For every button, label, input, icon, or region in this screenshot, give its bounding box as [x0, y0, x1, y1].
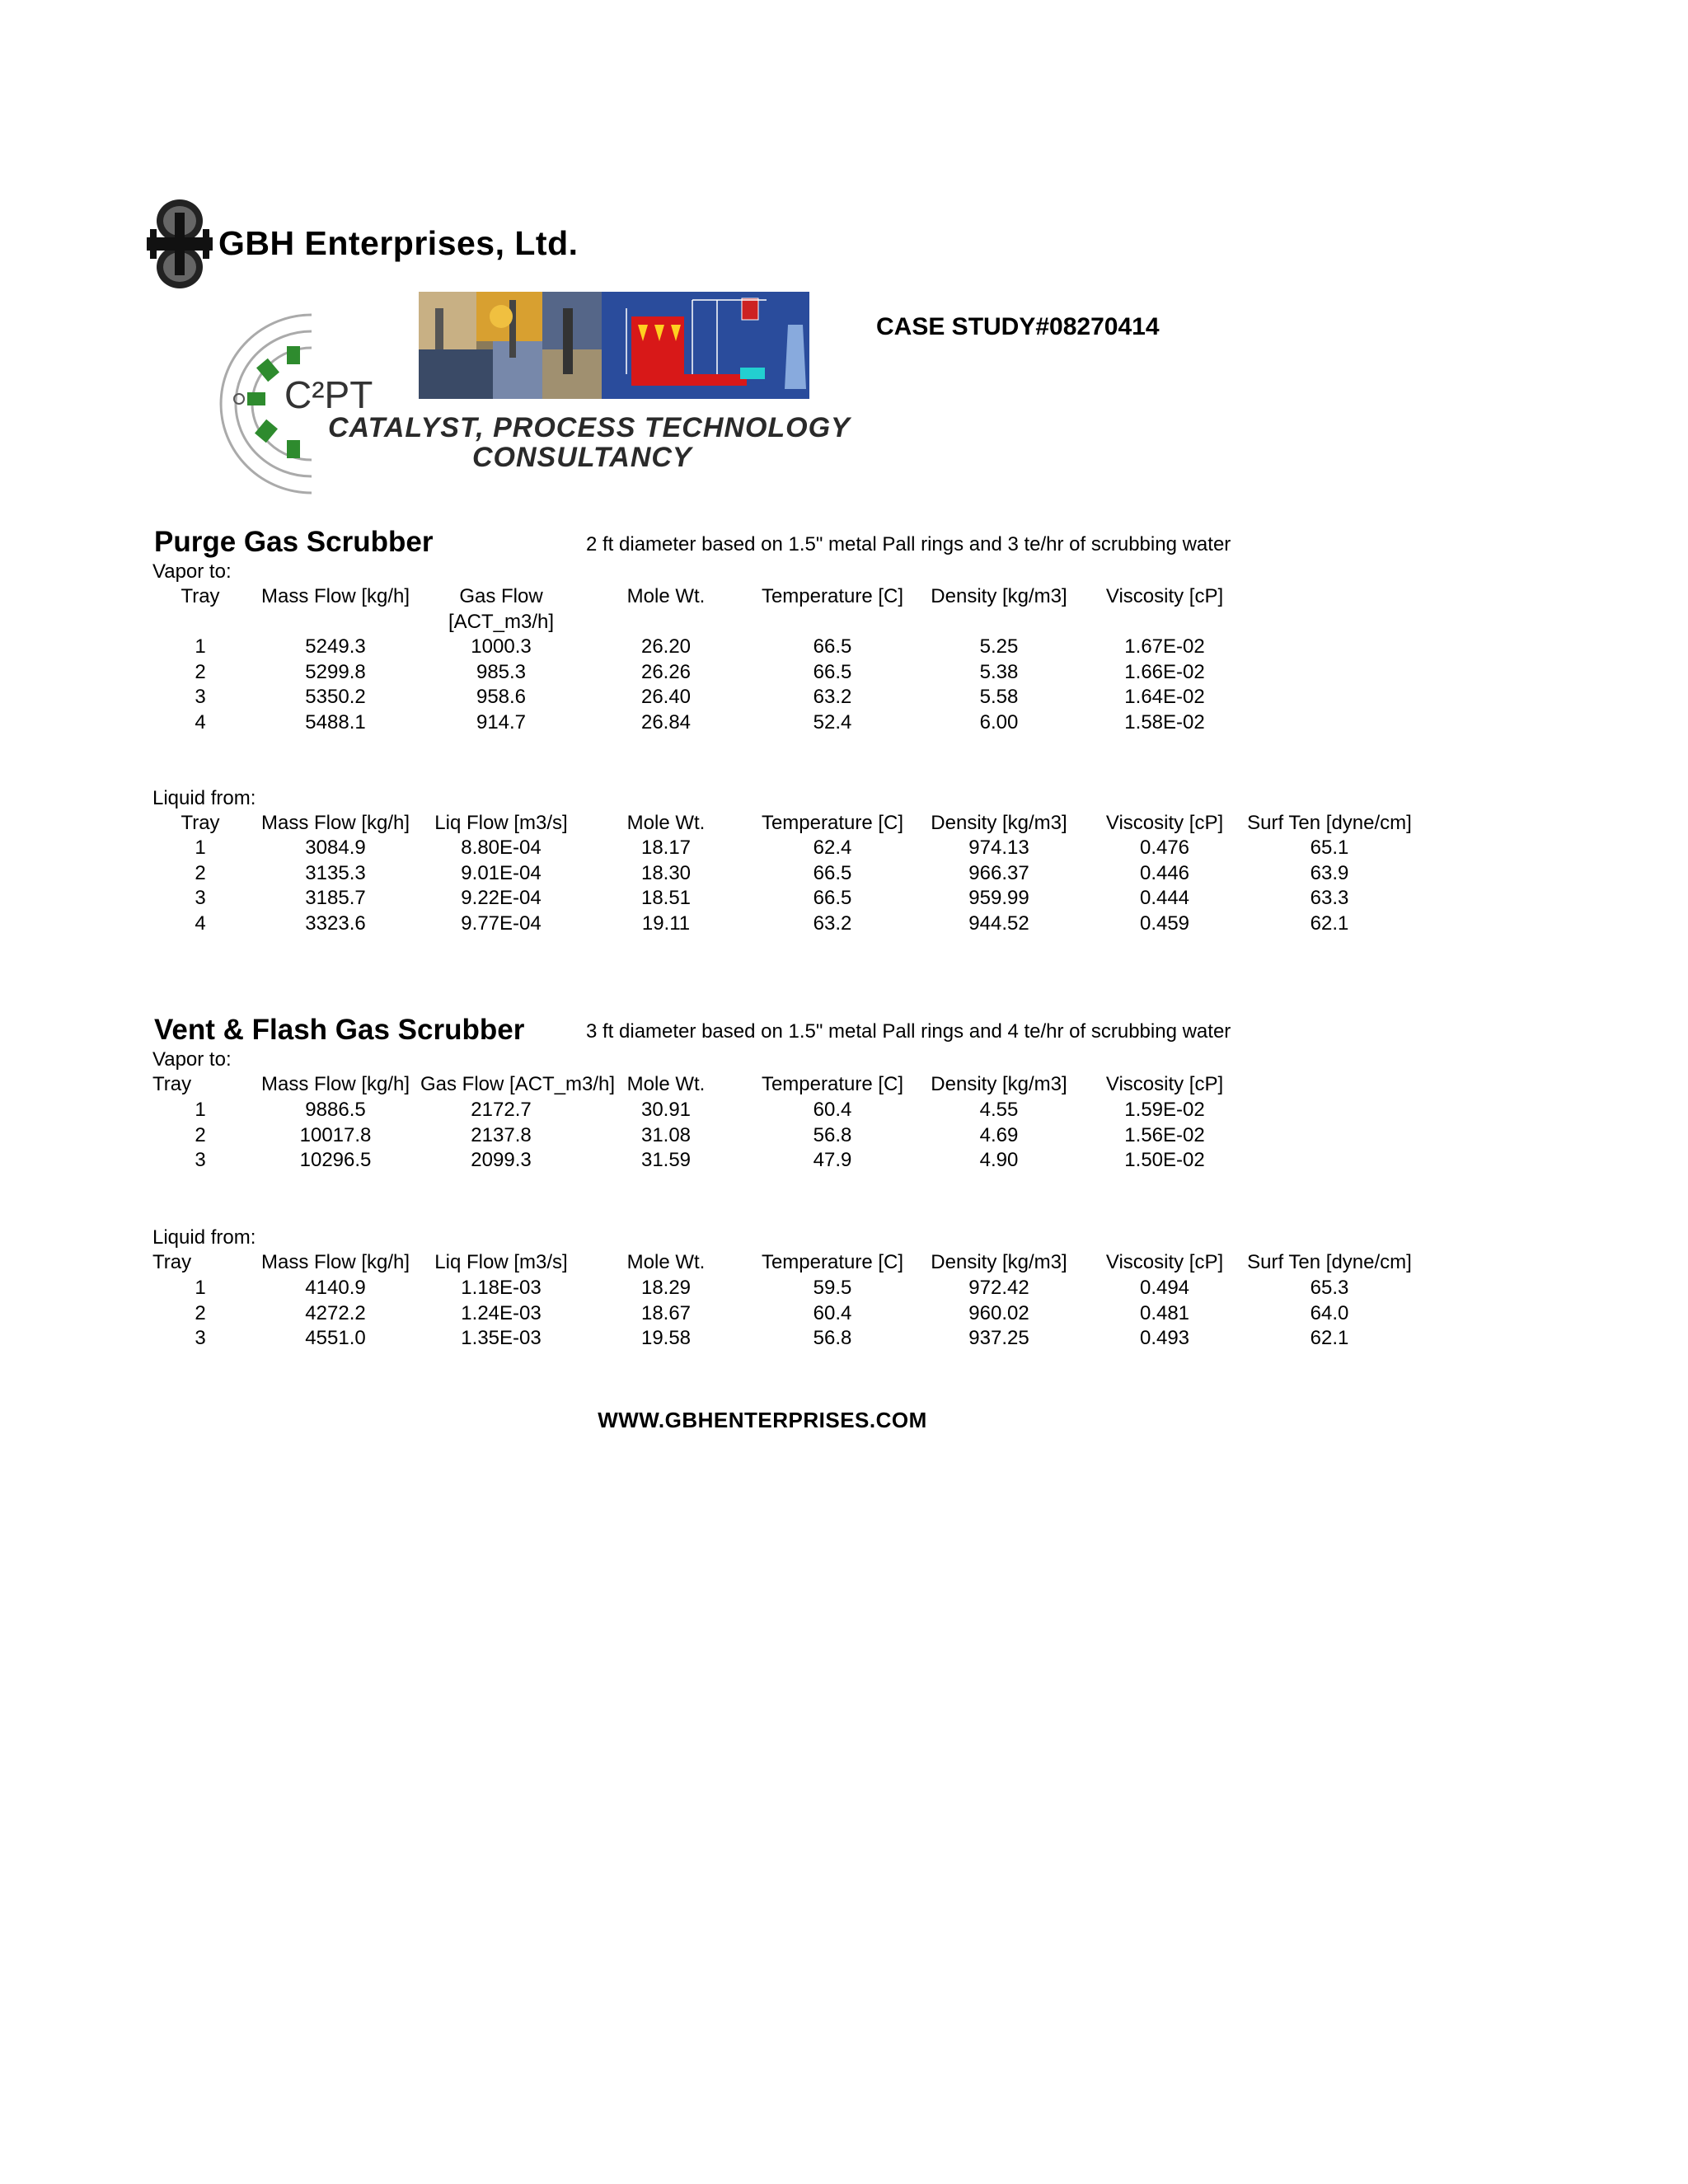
- refinery-collage-image: [419, 292, 602, 399]
- table-cell: 1000.3: [471, 635, 532, 658]
- table-cell: 62.4: [813, 837, 852, 859]
- table-cell: 0.446: [1139, 861, 1190, 884]
- column-header: Mass Flow [kg/h]: [260, 1073, 410, 1095]
- table-cell: 63.3: [1310, 887, 1349, 909]
- table-cell: 1.66E-02: [1124, 660, 1205, 683]
- column-header: Mass Flow [kg/h]: [260, 812, 410, 834]
- table-cell: 4.90: [979, 1149, 1019, 1171]
- company-name: GBH Enterprises, Ltd.: [218, 224, 579, 262]
- table-cell: 3084.9: [305, 837, 366, 859]
- table-cell: 1.35E-03: [461, 1327, 542, 1349]
- vent-section-description: 3 ft diameter based on 1.5" metal Pall rings and 4 te/hr of scrubbing water: [586, 1020, 1231, 1043]
- table-cell: 5.38: [979, 660, 1019, 683]
- column-header: Density [kg/m3]: [931, 812, 1067, 834]
- table-cell: 1.24E-03: [461, 1301, 542, 1324]
- table-cell: 0.459: [1139, 912, 1190, 935]
- table-cell: 9886.5: [305, 1099, 366, 1121]
- table-cell: 2137.8: [471, 1123, 532, 1146]
- table-cell: 966.37: [968, 861, 1029, 884]
- table-cell: 4.69: [979, 1123, 1019, 1146]
- process-diagram-image: [602, 292, 809, 399]
- table-cell: 9.01E-04: [461, 861, 542, 884]
- table-cell: 63.9: [1310, 861, 1349, 884]
- table-cell: 66.5: [813, 660, 852, 683]
- table-cell: 60.4: [813, 1099, 852, 1121]
- column-header: Mole Wt.: [626, 585, 706, 607]
- table-cell: 62.1: [1310, 1327, 1349, 1349]
- column-header: Mole Wt.: [626, 1073, 706, 1095]
- table-cell: 3185.7: [305, 887, 366, 909]
- table-cell: 3: [195, 1327, 206, 1349]
- table-cell: 1: [195, 837, 206, 859]
- table-cell: 4: [195, 912, 206, 935]
- column-header: Mass Flow [kg/h]: [260, 1251, 410, 1273]
- table-cell: 26.26: [640, 660, 692, 683]
- table-cell: 65.1: [1310, 837, 1349, 859]
- table-cell: 26.20: [640, 635, 692, 658]
- table-cell: 1.59E-02: [1124, 1099, 1205, 1121]
- column-header: Mole Wt.: [626, 812, 706, 834]
- table-cell: 9.22E-04: [461, 887, 542, 909]
- table-cell: 1.18E-03: [461, 1277, 542, 1299]
- table-cell: 4551.0: [305, 1327, 366, 1349]
- table-cell: 914.7: [476, 710, 527, 733]
- table-cell: 985.3: [476, 660, 527, 683]
- column-header: Viscosity [cP]: [1105, 585, 1224, 607]
- purge-vapor-label: Vapor to:: [152, 560, 232, 583]
- table-cell: 66.5: [813, 887, 852, 909]
- vent-section-title: Vent & Flash Gas Scrubber: [154, 1014, 525, 1046]
- table-cell: 30.91: [640, 1099, 692, 1121]
- column-header: Surf Ten [dyne/cm]: [1247, 1251, 1412, 1273]
- table-cell: 10296.5: [299, 1149, 372, 1171]
- table-cell: 3: [195, 686, 206, 708]
- table-cell: 1: [195, 1277, 206, 1299]
- table-cell: 56.8: [813, 1123, 852, 1146]
- table-cell: 3: [195, 887, 206, 909]
- table-cell: 19.11: [641, 912, 691, 935]
- vent-vapor-label: Vapor to:: [152, 1048, 232, 1071]
- column-header: Viscosity [cP]: [1105, 812, 1224, 834]
- column-header: Liq Flow [m3/s]: [434, 1251, 568, 1273]
- column-header: Mass Flow [kg/h]: [260, 585, 410, 607]
- table-cell: 26.84: [640, 710, 692, 733]
- column-header-line-2: [ACT_m3/h]: [448, 610, 555, 633]
- cpt-logo-text: C²PT: [284, 373, 373, 416]
- table-cell: 26.40: [640, 686, 692, 708]
- table-cell: 18.17: [640, 837, 692, 859]
- table-cell: 944.52: [968, 912, 1029, 935]
- table-cell: 4: [195, 710, 206, 733]
- table-cell: 958.6: [476, 686, 527, 708]
- table-cell: 31.08: [640, 1123, 692, 1146]
- table-cell: 1.67E-02: [1124, 635, 1205, 658]
- table-cell: 0.494: [1139, 1277, 1190, 1299]
- table-cell: 18.29: [640, 1277, 692, 1299]
- table-cell: 2099.3: [471, 1149, 532, 1171]
- table-cell: 47.9: [813, 1149, 852, 1171]
- table-cell: 10017.8: [299, 1123, 372, 1146]
- table-cell: 0.444: [1139, 887, 1190, 909]
- table-cell: 66.5: [813, 861, 852, 884]
- table-cell: 4140.9: [305, 1277, 366, 1299]
- column-header: Liq Flow [m3/s]: [434, 812, 568, 834]
- table-cell: 9.77E-04: [461, 912, 542, 935]
- column-header: Surf Ten [dyne/cm]: [1247, 812, 1412, 834]
- table-cell: 2172.7: [471, 1099, 532, 1121]
- column-header: Temperature [C]: [761, 1073, 904, 1095]
- table-cell: 31.59: [640, 1149, 692, 1171]
- table-cell: 1.50E-02: [1124, 1149, 1205, 1171]
- table-cell: 937.25: [968, 1327, 1029, 1349]
- table-cell: 2: [195, 861, 206, 884]
- column-header: Temperature [C]: [761, 585, 904, 607]
- column-header: Gas Flow [ACT_m3/h]: [420, 1073, 616, 1095]
- table-cell: 62.1: [1310, 912, 1349, 935]
- table-cell: 5299.8: [305, 660, 366, 683]
- table-cell: 65.3: [1310, 1277, 1349, 1299]
- table-cell: 1.64E-02: [1124, 686, 1205, 708]
- table-cell: 63.2: [813, 686, 852, 708]
- table-cell: 1.58E-02: [1124, 710, 1205, 733]
- column-header: Density [kg/m3]: [931, 585, 1067, 607]
- consultancy-line-2: CONSULTANCY: [472, 442, 692, 473]
- table-cell: 2: [195, 1301, 206, 1324]
- table-cell: 66.5: [813, 635, 852, 658]
- table-cell: 18.67: [640, 1301, 692, 1324]
- table-cell: 3: [195, 1149, 206, 1171]
- column-header: Tray: [181, 812, 220, 834]
- table-cell: 4272.2: [305, 1301, 366, 1324]
- table-cell: 52.4: [813, 710, 852, 733]
- table-cell: 63.2: [813, 912, 852, 935]
- table-cell: 64.0: [1310, 1301, 1349, 1324]
- column-header: Temperature [C]: [761, 1251, 904, 1273]
- table-cell: 0.493: [1139, 1327, 1190, 1349]
- table-cell: 2: [195, 660, 206, 683]
- column-header: Tray: [181, 585, 220, 607]
- table-cell: 972.42: [968, 1277, 1029, 1299]
- table-cell: 1: [195, 1099, 206, 1121]
- table-cell: 6.00: [979, 710, 1019, 733]
- table-cell: 1.56E-02: [1124, 1123, 1205, 1146]
- column-header: Tray: [152, 1073, 192, 1095]
- table-cell: 0.476: [1139, 837, 1190, 859]
- table-cell: 959.99: [968, 887, 1029, 909]
- table-cell: 18.30: [640, 861, 692, 884]
- table-cell: 0.481: [1139, 1301, 1190, 1324]
- column-header: Gas Flow: [459, 585, 543, 607]
- table-cell: 3135.3: [305, 861, 366, 884]
- column-header: Mole Wt.: [626, 1251, 706, 1273]
- column-header: Viscosity [cP]: [1105, 1073, 1224, 1095]
- table-cell: 2: [195, 1123, 206, 1146]
- case-study-number: CASE STUDY#08270414: [876, 313, 1160, 340]
- table-cell: 974.13: [968, 837, 1029, 859]
- table-cell: 5.25: [979, 635, 1019, 658]
- table-cell: 56.8: [813, 1327, 852, 1349]
- purge-section-title: Purge Gas Scrubber: [154, 526, 434, 558]
- column-header: Temperature [C]: [761, 812, 904, 834]
- table-cell: 19.58: [640, 1327, 692, 1349]
- table-cell: 60.4: [813, 1301, 852, 1324]
- table-cell: 59.5: [813, 1277, 852, 1299]
- table-cell: 8.80E-04: [461, 837, 542, 859]
- table-cell: 5.58: [979, 686, 1019, 708]
- table-cell: 3323.6: [305, 912, 366, 935]
- table-cell: 960.02: [968, 1301, 1029, 1324]
- table-cell: 5350.2: [305, 686, 366, 708]
- consultancy-line-1: CATALYST, PROCESS TECHNOLOGY: [328, 412, 851, 443]
- table-cell: 1: [195, 635, 206, 658]
- footer-website: WWW.GBHENTERPRISES.COM: [598, 1408, 927, 1432]
- purge-section-description: 2 ft diameter based on 1.5" metal Pall rings and 3 te/hr of scrubbing water: [586, 533, 1231, 555]
- purge-liquid-label: Liquid from:: [152, 787, 256, 809]
- vent-liquid-label: Liquid from:: [152, 1226, 256, 1249]
- column-header: Tray: [152, 1251, 192, 1273]
- table-cell: 18.51: [640, 887, 692, 909]
- column-header: Density [kg/m3]: [931, 1251, 1067, 1273]
- column-header: Density [kg/m3]: [931, 1073, 1067, 1095]
- table-cell: 5488.1: [305, 710, 366, 733]
- table-cell: 5249.3: [305, 635, 366, 658]
- table-cell: 4.55: [979, 1099, 1019, 1121]
- gbh-emblem-icon: [147, 196, 213, 292]
- column-header: Viscosity [cP]: [1105, 1251, 1224, 1273]
